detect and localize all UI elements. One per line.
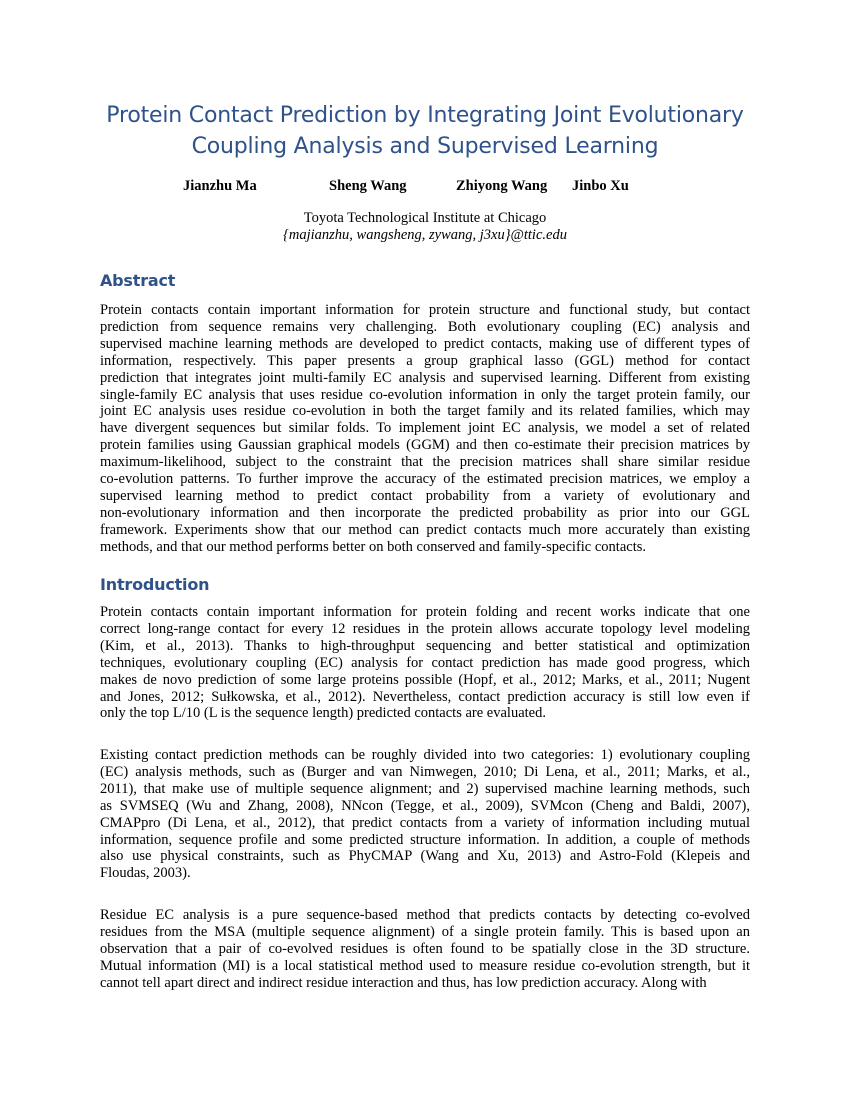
text-line: only the top L/10 (L is the sequence length) predicted contacts are evaluated. [100, 705, 546, 722]
text-line: Protein contacts contain important information for protein structure and functional study, but contact [100, 302, 750, 318]
title-line: Coupling Analysis and Supervised Learning [191, 134, 659, 159]
introduction-heading: Introduction [100, 575, 210, 594]
text-line: maximum-likelihood, subject to the constraint that the precision matrices shall share similar residue [100, 454, 750, 471]
text-line: (Kim, et al., 2013). Thanks to high-throughput sequencing and better statistical and optimization [100, 637, 750, 654]
text-line: also use physical constraints, such as PhyCMAP (Wang and Xu, 2013) and Astro-Fold (Klepeis and [100, 848, 750, 865]
text-line: Residue EC analysis is a pure sequence-based method that predicts contacts by detecting co-evolved [100, 907, 750, 923]
text-line: prediction from sequence remains very challenging. Both evolutionary coupling (EC) analysis and [100, 318, 750, 335]
text-line: protein families using Gaussian graphical models (GGM) and then co-estimate their precision matrices by [100, 437, 750, 454]
text-line: makes de novo prediction of some large proteins possible (Hopf, et al., 2012; Marks, et al., 2011; Nugent [100, 671, 750, 688]
text-line: single-family EC analysis that uses residue co-evolution information in only the target protein family, our [100, 386, 750, 403]
text-line: and Jones, 2012; Sułkowska, et al., 2012). Nevertheless, contact prediction accuracy is still low even if [100, 688, 750, 705]
introduction-paragraph [100, 907, 750, 992]
author-emails: {majianzhu, wangsheng, zywang, j3xu}@ttic.edu [283, 227, 567, 243]
author-name: Sheng Wang [329, 178, 407, 194]
text-line: 2011), that make use of multiple sequence alignment; and 2) supervised machine learning methods, such [100, 780, 750, 797]
affiliation-block [0, 210, 850, 244]
text-line: Protein contacts contain important information for protein folding and recent works indicate that one [100, 604, 750, 620]
text-line: non-evolutionary information and then incorporate the predicted probability as prior into our GGL [100, 504, 750, 521]
author-name: Jianzhu Ma [183, 178, 257, 194]
text-line: residues from the MSA (multiple sequence alignment) of a single protein family. This is based upon an [100, 923, 750, 940]
abstract-heading: Abstract [100, 271, 176, 290]
text-line: have divergent sequences but similar folds. To implement joint EC analysis, we model a set of related [100, 420, 750, 437]
author-list [0, 178, 850, 198]
text-line: methods, and that our method performs better on both conserved and family-specific contacts. [100, 538, 647, 555]
text-line: techniques, evolutionary coupling (EC) analysis for contact prediction has made good progress, which [100, 654, 750, 671]
text-line: observation that a pair of co-evolved residues is often found to be spatially close in the 3D structure. [100, 940, 750, 957]
text-line: information, respectively. This paper presents a group graphical lasso (GGL) method for contact [100, 352, 750, 369]
paper-title [100, 100, 750, 162]
author-name: Zhiyong Wang [456, 178, 548, 194]
introduction-paragraph [100, 747, 750, 882]
text-line: framework. Experiments show that our method can predict contacts much more accurately than existing [100, 521, 750, 538]
text-line: Mutual information (MI) is a local statistical method used to measure residue co-evolution strength, but it [100, 957, 750, 974]
text-line: Existing contact prediction methods can be roughly divided into two categories: 1) evolutionary coupling [100, 747, 750, 763]
introduction-paragraph [100, 604, 750, 722]
text-line: information, sequence profile and some predicted structure information. In addition, a couple of methods [100, 831, 750, 848]
abstract-paragraph [100, 302, 750, 556]
affiliation: Toyota Technological Institute at Chicago [303, 210, 547, 226]
text-line: Floudas, 2003). [100, 865, 191, 882]
text-line: supervised learning method to predict contact probability from a variety of evolutionary and [100, 487, 750, 504]
text-line: as SVMSEQ (Wu and Zhang, 2008), NNcon (Tegge, et al., 2009), SVMcon (Cheng and Baldi, 2007), [100, 797, 750, 814]
text-line: supervised machine learning methods are developed to predict contacts, making use of different types of [100, 335, 750, 352]
text-line: CMAPpro (Di Lena, et al., 2012), that predict contacts from a variety of information including mutual [100, 814, 750, 831]
text-line: joint EC analysis uses residue co-evolution in both the target family and its related families, which may [100, 403, 750, 420]
text-line: (EC) analysis methods, such as (Burger and van Nimwegen, 2010; Di Lena, et al., 2011; Marks, et al., [100, 763, 750, 780]
author-name: Jinbo Xu [572, 178, 629, 194]
text-line: co-evolution patterns. To further improve the accuracy of the estimated precision matrices, we employ a [100, 471, 750, 488]
text-line: prediction that integrates joint multi-family EC analysis and supervised learning. Different from existing [100, 369, 750, 386]
title-line: Protein Contact Prediction by Integrating Joint Evolutionary [106, 103, 744, 128]
text-line: cannot tell apart direct and indirect residue interaction and thus, has low prediction accuracy. Along with [100, 974, 707, 991]
text-line: correct long-range contact for every 12 residues in the protein allows accurate topology level modeling [100, 620, 750, 637]
